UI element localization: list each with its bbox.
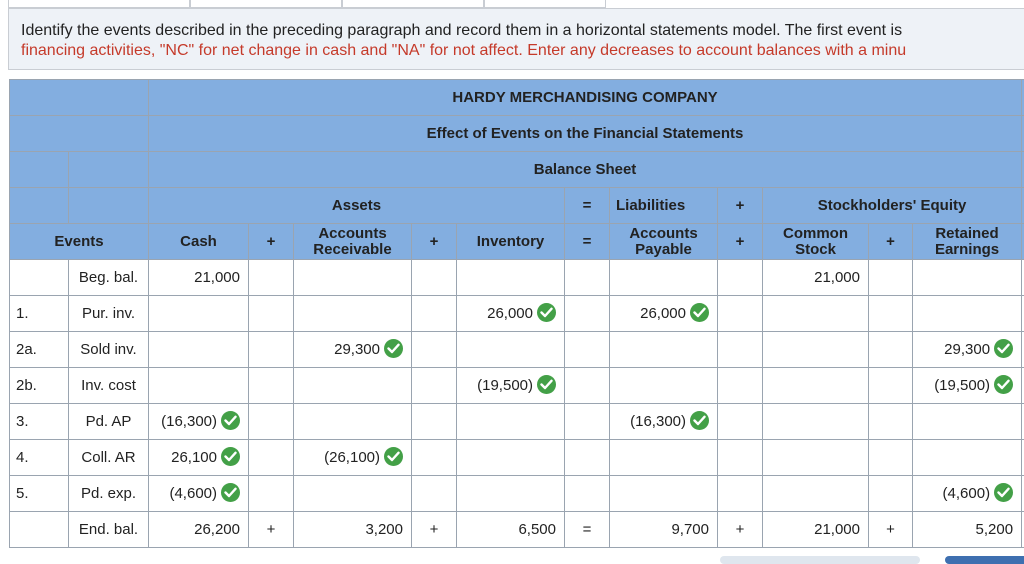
plus-sign [869,332,913,368]
inv-cell[interactable] [457,332,565,368]
cash-cell[interactable] [149,368,249,404]
cs-cell[interactable] [763,512,869,548]
cash-cell[interactable] [149,512,249,548]
table-row [10,332,1024,368]
plus-sign [718,332,763,368]
ar-cell[interactable] [294,260,412,296]
event-number: 5. [10,476,69,512]
event-number [10,260,69,296]
plus-sign [412,440,457,476]
ap-cell[interactable] [610,440,718,476]
check-icon [994,483,1013,502]
check-icon [384,339,403,358]
re-cell[interactable] [913,260,1022,296]
cash-cell[interactable] [149,260,249,296]
cs-value: 21,000 [814,269,860,286]
cs-cell[interactable] [763,260,869,296]
equity-header: Stockholders' Equity [763,188,1022,224]
plus-sign [412,404,457,440]
event-label: Beg. bal. [69,260,149,296]
re-cell[interactable] [913,332,1022,368]
tab-2[interactable] [190,0,342,8]
plus-sign [249,260,294,296]
cash-value: (16,300) [161,413,217,430]
plus-sign [412,332,457,368]
re-cell[interactable] [913,296,1022,332]
inv-cell[interactable] [457,512,565,548]
tab-3[interactable] [342,0,484,8]
ar-cell[interactable] [294,512,412,548]
cs-cell[interactable] [763,476,869,512]
cash-cell[interactable] [149,296,249,332]
statements-model-table [9,79,1024,548]
tab-4[interactable] [484,0,606,8]
cash-value: 26,100 [171,449,217,466]
re-cell[interactable] [913,404,1022,440]
ap-cell[interactable] [610,296,718,332]
plus-sign: + [412,512,457,548]
table-row [10,512,1024,548]
equals-sign [565,368,610,404]
inventory-header: Inventory [457,224,565,260]
inv-cell[interactable] [457,296,565,332]
plus-sign [869,404,913,440]
plus-sign [718,296,763,332]
re-value: (19,500) [934,377,990,394]
plus-sign [412,476,457,512]
plus-sign: + [249,512,294,548]
retained-earnings-header: Retained Earnings [913,224,1022,260]
table-row [10,296,1024,332]
ar-value: 3,200 [365,521,403,538]
event-number: 4. [10,440,69,476]
re-value: (4,600) [943,485,991,502]
plus-sign: + [718,512,763,548]
plus-sign [869,440,913,476]
ap-cell[interactable] [610,476,718,512]
ap-cell[interactable] [610,404,718,440]
event-label: Coll. AR [69,440,149,476]
check-icon [690,411,709,430]
re-value: 5,200 [976,521,1014,538]
equals-sign [565,296,610,332]
table-row [10,404,1024,440]
instructions-box [8,8,1024,70]
plus-sign [249,296,294,332]
plus-sign [249,332,294,368]
company-name: HARDY MERCHANDISING COMPANY [149,80,1022,116]
event-number: 3. [10,404,69,440]
inv-value: 26,000 [487,305,533,322]
bottom-button-right[interactable] [945,556,1024,564]
plus-sign: + [412,224,457,260]
equals-sign [565,332,610,368]
inv-cell[interactable] [457,368,565,404]
check-icon [221,483,240,502]
event-label: End. bal. [69,512,149,548]
ap-value: 26,000 [640,305,686,322]
inv-value: 6,500 [518,521,556,538]
re-cell[interactable] [913,440,1022,476]
assets-header: Assets [149,188,565,224]
plus-sign: + [869,512,913,548]
re-cell[interactable] [913,476,1022,512]
inv-value: (19,500) [477,377,533,394]
re-cell[interactable] [913,368,1022,404]
event-number [10,512,69,548]
check-icon [994,375,1013,394]
plus-sign: + [718,224,763,260]
cs-value: 21,000 [814,521,860,538]
cash-cell[interactable] [149,440,249,476]
plus-sign [718,368,763,404]
header-blank [10,80,149,116]
cash-header: Cash [149,224,249,260]
table-row [10,368,1024,404]
equals-sign: = [565,512,610,548]
table-row [10,440,1024,476]
table-row [10,476,1024,512]
inv-cell[interactable] [457,260,565,296]
plus-sign [718,440,763,476]
event-number: 2b. [10,368,69,404]
table-subtitle: Effect of Events on the Financial Statements [149,116,1022,152]
plus-sign [412,296,457,332]
plus-sign [412,368,457,404]
inv-cell[interactable] [457,404,565,440]
cash-cell[interactable] [149,476,249,512]
plus-sign [869,368,913,404]
equals-sign: = [565,188,610,224]
check-icon [221,411,240,430]
ap-cell[interactable] [610,368,718,404]
cash-value: 21,000 [194,269,240,286]
balance-sheet-header: Balance Sheet [149,152,1022,188]
cash-cell[interactable] [149,332,249,368]
events-header: Events [10,224,149,260]
table-row [10,260,1024,296]
plus-sign [718,476,763,512]
event-label: Pd. exp. [69,476,149,512]
ar-cell[interactable] [294,440,412,476]
ap-value: 9,700 [671,521,709,538]
ap-cell[interactable] [610,260,718,296]
plus-sign [869,296,913,332]
ar-cell[interactable] [294,476,412,512]
cs-cell[interactable] [763,368,869,404]
tab-1[interactable] [8,0,190,8]
cs-cell[interactable] [763,332,869,368]
inv-cell[interactable] [457,440,565,476]
ap-cell[interactable] [610,332,718,368]
check-icon [994,339,1013,358]
instructions-line-2: financing activities, "NC" for net change in cash and "NA" for not affect. Enter any decreases to account balances with a minu [21,41,906,61]
plus-sign [249,476,294,512]
plus-sign [249,368,294,404]
equals-sign [565,440,610,476]
plus-sign: + [718,188,763,224]
equals-sign [565,476,610,512]
re-value: 29,300 [944,341,990,358]
re-cell[interactable] [913,512,1022,548]
plus-sign [412,260,457,296]
check-icon [221,447,240,466]
accounts-payable-header: Accounts Payable [610,224,718,260]
check-icon [384,447,403,466]
accounts-receivable-header: Accounts Receivable [294,224,412,260]
cs-cell[interactable] [763,296,869,332]
ap-cell[interactable] [610,512,718,548]
event-label: Inv. cost [69,368,149,404]
common-stock-header: Common Stock [763,224,869,260]
plus-sign [869,476,913,512]
ar-cell[interactable] [294,368,412,404]
plus-sign [718,260,763,296]
event-number: 1. [10,296,69,332]
cash-cell[interactable] [149,404,249,440]
plus-sign [718,404,763,440]
plus-sign [249,440,294,476]
equals-sign [565,260,610,296]
event-label: Pd. AP [69,404,149,440]
ar-cell[interactable] [294,296,412,332]
table-body [10,260,1024,548]
plus-sign [869,260,913,296]
instructions-line-1: Identify the events described in the preceding paragraph and record them in a horizontal statements model. The first event is [21,21,902,41]
ar-value: 29,300 [334,341,380,358]
equals-sign [565,404,610,440]
event-label: Pur. inv. [69,296,149,332]
liabilities-header: Liabilities [610,188,718,224]
check-icon [537,375,556,394]
tab-strip [0,0,1024,8]
ar-cell[interactable] [294,332,412,368]
cs-cell[interactable] [763,440,869,476]
check-icon [537,303,556,322]
cs-cell[interactable] [763,404,869,440]
plus-sign: + [869,224,913,260]
event-label: Sold inv. [69,332,149,368]
inv-cell[interactable] [457,476,565,512]
equals-sign: = [565,224,610,260]
bottom-button-left[interactable] [720,556,920,564]
plus-sign: + [249,224,294,260]
cash-value: (4,600) [169,485,217,502]
ar-cell[interactable] [294,404,412,440]
check-icon [690,303,709,322]
event-number: 2a. [10,332,69,368]
ar-value: (26,100) [324,449,380,466]
ap-value: (16,300) [630,413,686,430]
plus-sign [249,404,294,440]
cash-value: 26,200 [194,521,240,538]
